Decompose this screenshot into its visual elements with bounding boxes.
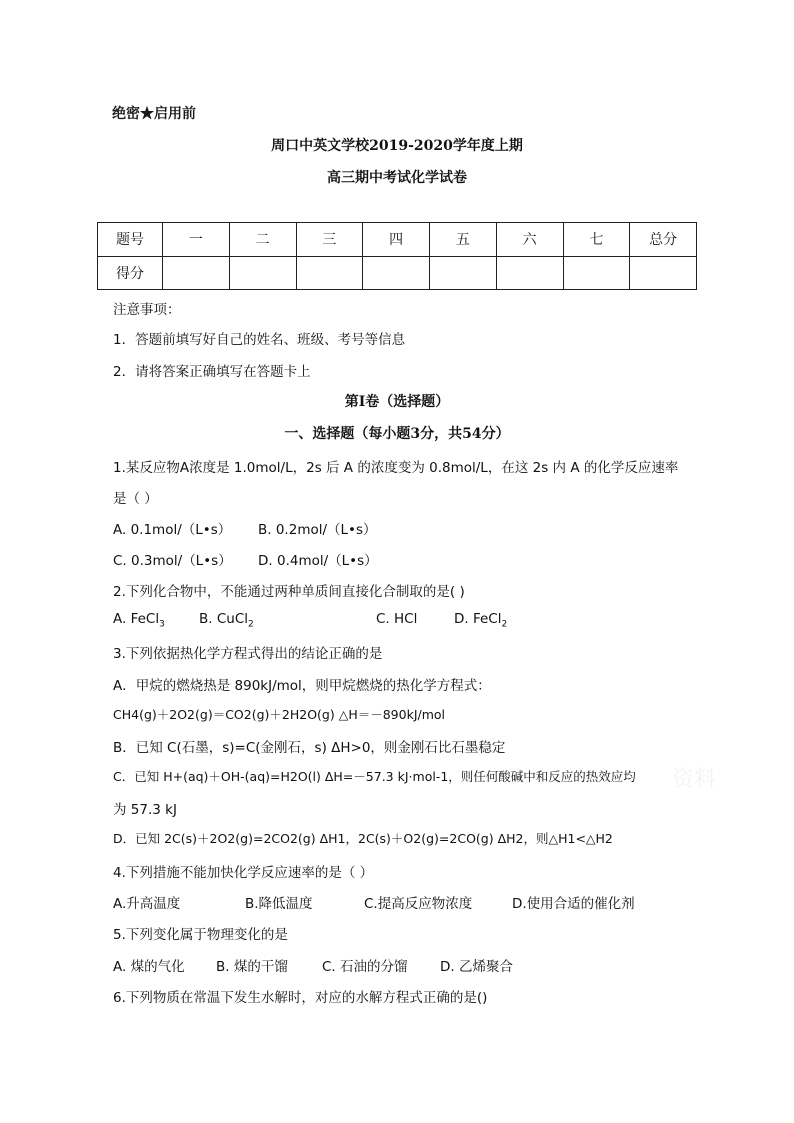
question-5-options xyxy=(113,955,513,975)
score-cell: 题号 xyxy=(98,223,163,257)
score-cell: 二 xyxy=(229,223,296,257)
score-cell: 六 xyxy=(496,223,563,257)
school-title: 周口中英文学校2019-2020学年度上期 xyxy=(271,138,523,154)
option-c: C. 0.3mol/（L•s） xyxy=(113,553,232,569)
score-entry-cell[interactable] xyxy=(430,256,497,290)
question-2-options xyxy=(113,611,507,630)
score-entry-cell[interactable] xyxy=(296,256,363,290)
score-entry-cell[interactable] xyxy=(163,256,230,290)
score-entry-cell[interactable] xyxy=(229,256,296,290)
option-d: D.使用合适的催化剂 xyxy=(512,896,635,912)
exam-title: 高三期中考试化学试卷 xyxy=(327,170,467,186)
score-cell: 总分 xyxy=(630,223,697,257)
option-a: A. FeCl$_3$ xyxy=(113,611,165,630)
question-6-stem: 6.下列物质在常温下发生水解时，对应的水解方程式正确的是() xyxy=(113,990,488,1006)
question-1-options-row2 xyxy=(113,549,378,569)
score-table-score-row xyxy=(98,256,697,290)
score-entry-cell[interactable] xyxy=(363,256,430,290)
score-cell: 一 xyxy=(163,223,230,257)
option-a: A. 0.1mol/（L•s） xyxy=(113,522,232,538)
score-cell: 三 xyxy=(296,223,363,257)
option-d: D. FeCl$_2$ xyxy=(454,611,508,630)
section-heading: 一、选择题（每小题3分，共54分） xyxy=(284,426,510,442)
question-1-options-row1 xyxy=(113,518,377,538)
option-b: B.降低温度 xyxy=(245,896,313,912)
option-c: C. HCl xyxy=(376,611,418,627)
question-3-option-a: A．甲烷的燃烧热是 890kJ/mol，则甲烷燃烧的热化学方程式： xyxy=(113,678,491,694)
question-1-stem: 1.某反应物A浓度是 1.0mol/L，2s 后 A 的浓度变为 0.8mol/L，在这 2s 内 A 的化学反应速率 xyxy=(113,460,679,476)
option-a: A.升高温度 xyxy=(113,896,181,912)
score-cell: 五 xyxy=(430,223,497,257)
question-4-stem: 4.下列措施不能加快化学反应速率的是（ ） xyxy=(113,865,374,881)
question-3-option-c: C．已知 H+(aq)＋OH-(aq)=H2O(l) ΔH=－57.3 kJ·mol-1，则任何酸碱中和反应的热效应均 xyxy=(113,769,636,784)
question-3-option-c-cont: 为 57.3 kJ xyxy=(113,802,177,818)
question-5-stem: 5.下列变化属于物理变化的是 xyxy=(113,927,288,943)
notice-heading: 注意事项： xyxy=(113,302,181,318)
option-c: C.提高反应物浓度 xyxy=(364,896,473,912)
option-d: D. 0.4mol/（L•s） xyxy=(258,553,378,569)
score-cell: 七 xyxy=(563,223,630,257)
question-2-stem: 2.下列化合物中，不能通过两种单质间直接化合制取的是( ) xyxy=(113,584,465,600)
score-entry-cell[interactable] xyxy=(630,256,697,290)
question-3-option-b: B．已知 C(石墨，s)=C(金刚石，s) ΔH>0，则金刚石比石墨稳定 xyxy=(113,740,506,756)
score-entry-cell[interactable] xyxy=(563,256,630,290)
score-cell: 四 xyxy=(363,223,430,257)
option-b: B. CuCl$_2$ xyxy=(199,611,254,630)
option-a: A. 煤的气化 xyxy=(113,959,185,975)
question-3-option-d: D．已知 2C(s)＋2O2(g)=2CO2(g) ΔH1，2C(s)＋O2(g)=2CO(g) ΔH2，则△H1<△H2 xyxy=(113,831,613,846)
score-table xyxy=(97,222,697,290)
notice-item-1: 1．答题前填写好自己的姓名、班级、考号等信息 xyxy=(113,332,406,348)
notice-item-2: 2．请将答案正确填写在答题卡上 xyxy=(113,364,311,380)
volume-heading: 第I卷（选择题） xyxy=(344,394,450,410)
score-entry-cell[interactable] xyxy=(496,256,563,290)
score-table-header-row xyxy=(98,223,697,257)
score-row-label: 得分 xyxy=(98,256,163,290)
question-3-stem: 3.下列依据热化学方程式得出的结论正确的是 xyxy=(113,646,383,662)
question-4-options xyxy=(113,892,635,912)
option-c: C. 石油的分馏 xyxy=(322,959,408,975)
option-d: D. 乙烯聚合 xyxy=(440,959,513,975)
question-3-option-a-equation: CH4(g)＋2O2(g)＝CO2(g)＋2H2O(g) △H＝－890kJ/mol xyxy=(113,707,446,722)
question-1-stem-cont: 是（ ） xyxy=(113,491,158,507)
option-b: B. 煤的干馏 xyxy=(216,959,288,975)
option-b: B. 0.2mol/（L•s） xyxy=(258,522,377,538)
watermark-text: 资料 xyxy=(672,767,717,792)
confidential-mark: 绝密★启用前 xyxy=(112,106,196,122)
